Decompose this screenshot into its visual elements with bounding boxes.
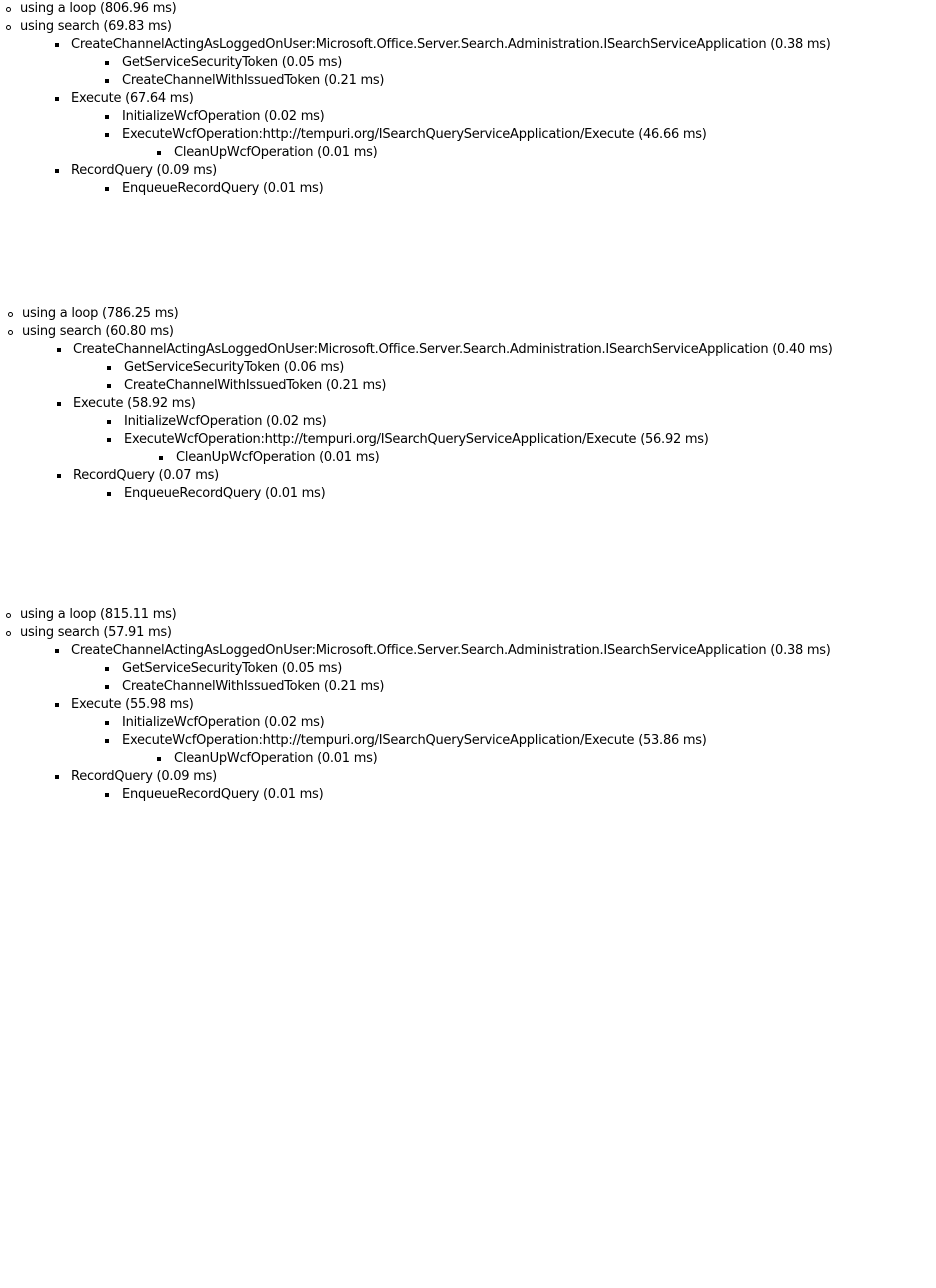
- list-item: [0, 72, 936, 90]
- timing-entry-text: Execute (67.64 ms): [71, 91, 194, 106]
- timing-entry-text: EnqueueRecordQuery (0.01 ms): [124, 486, 326, 501]
- timing-entry-text: CreateChannelActingAsLoggedOnUser:Microsoft.Office.Server.Search.Administration.ISearchServiceApplication (0.40 ms): [73, 342, 833, 357]
- square-bullet-icon: [107, 492, 111, 496]
- timing-entry-text: GetServiceSecurityToken (0.06 ms): [124, 360, 345, 375]
- list-item: [0, 624, 936, 642]
- list-item: [0, 0, 936, 18]
- timing-entry-text: Execute (58.92 ms): [73, 396, 196, 411]
- timing-entry-text: EnqueueRecordQuery (0.01 ms): [122, 181, 324, 196]
- square-bullet-icon: [107, 366, 111, 370]
- list-item: [0, 786, 936, 804]
- square-bullet-icon: [55, 97, 59, 101]
- square-bullet-icon: [107, 420, 111, 424]
- timing-entry-text: InitializeWcfOperation (0.02 ms): [122, 109, 325, 124]
- list-item: [0, 467, 936, 485]
- square-bullet-icon: [105, 79, 109, 83]
- list-item: [0, 341, 936, 359]
- list-item: [0, 768, 936, 786]
- square-bullet-icon: [55, 43, 59, 47]
- timing-entry-text: using search (57.91 ms): [20, 625, 172, 640]
- timing-entry-text: using a loop (786.25 ms): [22, 306, 179, 321]
- list-item: [0, 696, 936, 714]
- square-bullet-icon: [105, 61, 109, 65]
- list-item: [0, 485, 936, 503]
- list-item: [0, 678, 936, 696]
- list-item: [0, 305, 936, 323]
- timing-run-1: [0, 0, 936, 198]
- list-item: [0, 162, 936, 180]
- list-item: [0, 449, 936, 467]
- square-bullet-icon: [157, 757, 161, 761]
- circle-bullet-icon: [6, 7, 11, 12]
- timing-entry-text: CreateChannelWithIssuedToken (0.21 ms): [122, 73, 385, 88]
- square-bullet-icon: [105, 187, 109, 191]
- square-bullet-icon: [105, 793, 109, 797]
- list-item: [0, 126, 936, 144]
- list-item: [0, 431, 936, 449]
- list-item: [0, 395, 936, 413]
- square-bullet-icon: [107, 384, 111, 388]
- timing-entry-text: RecordQuery (0.09 ms): [71, 163, 217, 178]
- square-bullet-icon: [159, 456, 163, 460]
- timing-run-2: [0, 305, 936, 503]
- circle-bullet-icon: [8, 312, 13, 317]
- timing-entry-text: EnqueueRecordQuery (0.01 ms): [122, 787, 324, 802]
- timing-entry-text: InitializeWcfOperation (0.02 ms): [122, 715, 325, 730]
- list-item: [0, 180, 936, 198]
- timing-entry-text: ExecuteWcfOperation:http://tempuri.org/ISearchQueryServiceApplication/Execute (53.86 ms): [122, 733, 707, 748]
- timing-entry-text: ExecuteWcfOperation:http://tempuri.org/ISearchQueryServiceApplication/Execute (46.66 ms): [122, 127, 707, 142]
- list-item: [0, 18, 936, 36]
- timing-entry-text: CreateChannelActingAsLoggedOnUser:Microsoft.Office.Server.Search.Administration.ISearchServiceApplication (0.38 ms): [71, 37, 831, 52]
- timing-entry-text: CleanUpWcfOperation (0.01 ms): [174, 145, 378, 160]
- list-item: [0, 714, 936, 732]
- circle-bullet-icon: [6, 25, 11, 30]
- square-bullet-icon: [55, 169, 59, 173]
- timing-entry-text: RecordQuery (0.09 ms): [71, 769, 217, 784]
- timing-entry-text: GetServiceSecurityToken (0.05 ms): [122, 55, 343, 70]
- timing-entry-text: using a loop (806.96 ms): [20, 1, 177, 16]
- square-bullet-icon: [55, 775, 59, 779]
- square-bullet-icon: [57, 474, 61, 478]
- timing-entry-text: RecordQuery (0.07 ms): [73, 468, 219, 483]
- square-bullet-icon: [105, 115, 109, 119]
- timing-entry-text: CleanUpWcfOperation (0.01 ms): [176, 450, 380, 465]
- square-bullet-icon: [105, 739, 109, 743]
- list-item: [0, 108, 936, 126]
- list-item: [0, 606, 936, 624]
- square-bullet-icon: [105, 133, 109, 137]
- timing-entry-text: using search (60.80 ms): [22, 324, 174, 339]
- square-bullet-icon: [55, 649, 59, 653]
- list-item: [0, 359, 936, 377]
- square-bullet-icon: [55, 703, 59, 707]
- timing-entry-text: CreateChannelWithIssuedToken (0.21 ms): [122, 679, 385, 694]
- circle-bullet-icon: [6, 613, 11, 618]
- square-bullet-icon: [157, 151, 161, 155]
- list-item: [0, 642, 936, 660]
- timing-run-3: [0, 606, 936, 804]
- square-bullet-icon: [105, 721, 109, 725]
- timing-entry-text: Execute (55.98 ms): [71, 697, 194, 712]
- list-item: [0, 750, 936, 768]
- list-item: [0, 413, 936, 431]
- list-item: [0, 54, 936, 72]
- timing-entry-text: GetServiceSecurityToken (0.05 ms): [122, 661, 343, 676]
- square-bullet-icon: [57, 402, 61, 406]
- list-item: [0, 90, 936, 108]
- square-bullet-icon: [105, 667, 109, 671]
- timing-entry-text: InitializeWcfOperation (0.02 ms): [124, 414, 327, 429]
- timing-entry-text: using a loop (815.11 ms): [20, 607, 177, 622]
- list-item: [0, 660, 936, 678]
- square-bullet-icon: [105, 685, 109, 689]
- timing-entry-text: ExecuteWcfOperation:http://tempuri.org/ISearchQueryServiceApplication/Execute (56.92 ms): [124, 432, 709, 447]
- timing-entry-text: CreateChannelActingAsLoggedOnUser:Microsoft.Office.Server.Search.Administration.ISearchServiceApplication (0.38 ms): [71, 643, 831, 658]
- circle-bullet-icon: [6, 631, 11, 636]
- square-bullet-icon: [107, 438, 111, 442]
- circle-bullet-icon: [8, 330, 13, 335]
- timing-entry-text: using search (69.83 ms): [20, 19, 172, 34]
- list-item: [0, 36, 936, 54]
- list-item: [0, 377, 936, 395]
- list-item: [0, 323, 936, 341]
- timing-entry-text: CleanUpWcfOperation (0.01 ms): [174, 751, 378, 766]
- square-bullet-icon: [57, 348, 61, 352]
- list-item: [0, 732, 936, 750]
- list-item: [0, 144, 936, 162]
- timing-entry-text: CreateChannelWithIssuedToken (0.21 ms): [124, 378, 387, 393]
